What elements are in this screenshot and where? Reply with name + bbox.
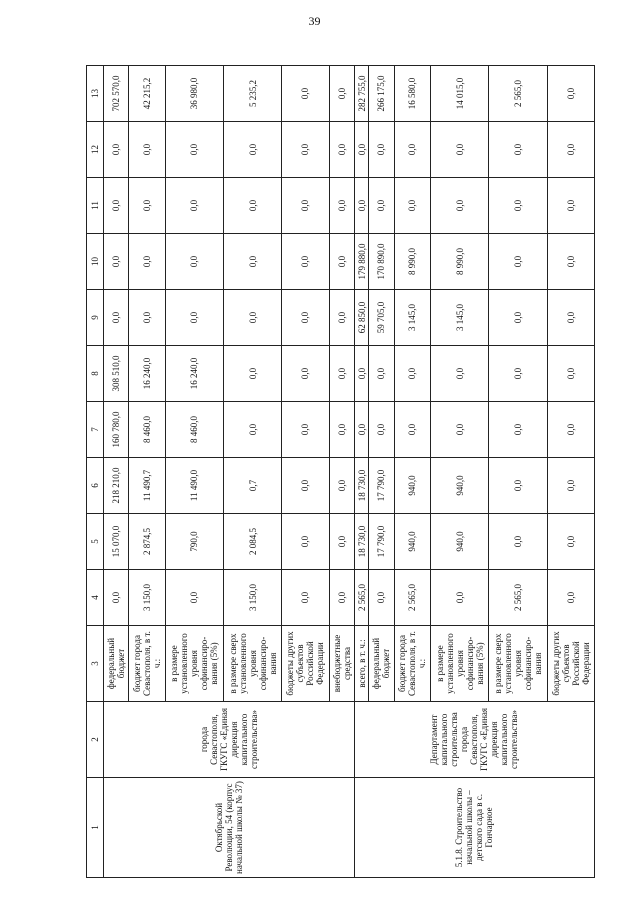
value-cell: 0,0	[547, 122, 594, 178]
value-cell: 18 730,0	[354, 458, 368, 514]
value-cell: 42 215,2	[129, 66, 165, 122]
value-cell: 0,0	[547, 514, 594, 570]
value-cell: 0,0	[369, 178, 394, 234]
value-cell: 0,0	[394, 402, 430, 458]
value-cell: 0,0	[489, 178, 547, 234]
column-number-header: 9	[87, 290, 104, 346]
value-cell: 308 510,0	[104, 346, 129, 402]
value-cell: 8 990,0	[394, 234, 430, 290]
funding-source-cell: в размере установленного уровня софинансиро-вания (5%)	[430, 626, 488, 702]
value-cell: 0,0	[547, 178, 594, 234]
value-cell: 0,0	[354, 402, 368, 458]
table-row	[354, 66, 368, 878]
value-cell: 0,0	[165, 178, 223, 234]
column-number-header: 8	[87, 346, 104, 402]
column-number-header: 5	[87, 514, 104, 570]
value-cell: 16 580,0	[394, 66, 430, 122]
header-row	[87, 66, 104, 878]
value-cell: 0,0	[104, 570, 129, 626]
responsible-cell: Департамент капитального строительства города Севастополя, ГКУГС «Единая дирекция капитального строительства»	[354, 702, 594, 778]
column-number-header: 7	[87, 402, 104, 458]
value-cell: 16 240,0	[129, 346, 165, 402]
value-cell: 8 460,0	[129, 402, 165, 458]
value-cell: 0,0	[489, 234, 547, 290]
value-cell: 0,0	[129, 178, 165, 234]
value-cell: 0,0	[104, 178, 129, 234]
value-cell: 0,0	[329, 122, 354, 178]
value-cell: 0,0	[104, 234, 129, 290]
value-cell: 8 460,0	[165, 402, 223, 458]
value-cell: 14 015,0	[430, 66, 488, 122]
column-number-header: 11	[87, 178, 104, 234]
value-cell: 0,0	[329, 290, 354, 346]
value-cell: 0,0	[394, 178, 430, 234]
value-cell: 0,0	[489, 122, 547, 178]
value-cell: 0,0	[129, 122, 165, 178]
value-cell: 0,0	[547, 346, 594, 402]
value-cell: 0,0	[369, 122, 394, 178]
value-cell: 940,0	[394, 514, 430, 570]
value-cell: 0,0	[165, 290, 223, 346]
responsible-cell: города Севастополя, ГКУГС «Единая дирекция капитального строительства»	[104, 702, 355, 778]
funding-source-cell: всего, в т. ч.:	[354, 626, 368, 702]
value-cell: 2 874,5	[129, 514, 165, 570]
value-cell: 0,0	[129, 234, 165, 290]
value-cell: 0,0	[394, 122, 430, 178]
budget-table	[86, 65, 595, 878]
value-cell: 0,0	[104, 122, 129, 178]
value-cell: 0,0	[329, 346, 354, 402]
value-cell: 266 175,0	[369, 66, 394, 122]
value-cell: 940,0	[394, 458, 430, 514]
value-cell: 18 730,0	[354, 514, 368, 570]
value-cell: 15 070,0	[104, 514, 129, 570]
value-cell: 8 990,0	[430, 234, 488, 290]
value-cell: 0,0	[547, 402, 594, 458]
value-cell: 0,0	[547, 290, 594, 346]
funding-source-cell: в размере сверх установленного уровня софинансиро-вания	[223, 626, 281, 702]
value-cell: 2 565,0	[394, 570, 430, 626]
column-number-header: 13	[87, 66, 104, 122]
value-cell: 0,0	[354, 346, 368, 402]
value-cell: 16 240,0	[165, 346, 223, 402]
value-cell: 0,0	[369, 570, 394, 626]
value-cell: 0,7	[223, 458, 281, 514]
column-number-header: 12	[87, 122, 104, 178]
value-cell: 702 570,0	[104, 66, 129, 122]
value-cell: 0,0	[430, 570, 488, 626]
value-cell: 36 980,0	[165, 66, 223, 122]
value-cell: 0,0	[329, 458, 354, 514]
value-cell: 0,0	[547, 234, 594, 290]
funding-source-cell: бюджет города Севастополя, в т. ч.:	[129, 626, 165, 702]
value-cell: 0,0	[282, 458, 329, 514]
value-cell: 11 490,0	[165, 458, 223, 514]
value-cell: 0,0	[329, 570, 354, 626]
object-name-cell: 5.1.8. Строительство начальной школы – детского сада в с. Гончарное	[354, 778, 594, 878]
value-cell: 0,0	[489, 290, 547, 346]
value-cell: 2 565,0	[489, 66, 547, 122]
value-cell: 0,0	[165, 122, 223, 178]
value-cell: 0,0	[430, 178, 488, 234]
value-cell: 11 490,7	[129, 458, 165, 514]
table-body	[104, 66, 595, 878]
value-cell: 0,0	[430, 346, 488, 402]
value-cell: 0,0	[282, 514, 329, 570]
value-cell: 2 565,0	[489, 570, 547, 626]
value-cell: 0,0	[329, 178, 354, 234]
value-cell: 0,0	[547, 458, 594, 514]
page-number: 39	[308, 14, 321, 28]
value-cell: 0,0	[329, 514, 354, 570]
value-cell: 0,0	[282, 178, 329, 234]
value-cell: 0,0	[223, 178, 281, 234]
value-cell: 0,0	[282, 570, 329, 626]
value-cell: 0,0	[282, 122, 329, 178]
value-cell: 0,0	[369, 402, 394, 458]
value-cell: 218 210,0	[104, 458, 129, 514]
value-cell: 0,0	[282, 346, 329, 402]
value-cell: 0,0	[223, 234, 281, 290]
value-cell: 160 780,0	[104, 402, 129, 458]
column-number-header: 4	[87, 570, 104, 626]
value-cell: 0,0	[430, 122, 488, 178]
value-cell: 3 150,0	[223, 570, 281, 626]
column-number-header: 2	[87, 702, 104, 778]
funding-source-cell: бюджеты других субъектов Российской Федерации	[547, 626, 594, 702]
value-cell: 0,0	[223, 122, 281, 178]
value-cell: 3 145,0	[430, 290, 488, 346]
value-cell: 0,0	[129, 290, 165, 346]
value-cell: 0,0	[329, 402, 354, 458]
value-cell: 0,0	[489, 402, 547, 458]
value-cell: 0,0	[489, 346, 547, 402]
value-cell: 790,0	[165, 514, 223, 570]
funding-source-cell: федеральный бюджет	[104, 626, 129, 702]
value-cell: 2 565,0	[354, 570, 368, 626]
value-cell: 62 850,0	[354, 290, 368, 346]
funding-source-cell: федеральный бюджет	[369, 626, 394, 702]
value-cell: 0,0	[547, 570, 594, 626]
object-name-cell: Октябрьской Революции, 54 (корпус начальной школы № 37)	[104, 778, 355, 878]
value-cell: 0,0	[282, 290, 329, 346]
value-cell: 0,0	[104, 290, 129, 346]
value-cell: 940,0	[430, 458, 488, 514]
column-number-header: 3	[87, 626, 104, 702]
value-cell: 3 145,0	[394, 290, 430, 346]
column-number-header: 1	[87, 778, 104, 878]
value-cell: 0,0	[354, 178, 368, 234]
table-row	[104, 66, 129, 878]
funding-source-cell: в размере установленного уровня софинансиро-вания (5%)	[165, 626, 223, 702]
value-cell: 0,0	[165, 234, 223, 290]
value-cell: 282 755,0	[354, 66, 368, 122]
value-cell: 0,0	[165, 570, 223, 626]
value-cell: 940,0	[430, 514, 488, 570]
value-cell: 0,0	[282, 66, 329, 122]
value-cell: 170 890,0	[369, 234, 394, 290]
value-cell: 0,0	[282, 402, 329, 458]
value-cell: 0,0	[354, 122, 368, 178]
value-cell: 0,0	[547, 66, 594, 122]
value-cell: 0,0	[369, 346, 394, 402]
value-cell: 0,0	[223, 346, 281, 402]
column-number-header: 6	[87, 458, 104, 514]
rotated-table-container	[86, 66, 595, 878]
value-cell: 0,0	[489, 514, 547, 570]
value-cell: 5 235,2	[223, 66, 281, 122]
value-cell: 3 150,0	[129, 570, 165, 626]
value-cell: 17 790,0	[369, 458, 394, 514]
value-cell: 0,0	[282, 234, 329, 290]
funding-source-cell: в размере сверх установленного уровня софинансиро-вания	[489, 626, 547, 702]
funding-source-cell: бюджеты других субъектов Российской Федерации	[282, 626, 329, 702]
column-number-header: 10	[87, 234, 104, 290]
value-cell: 0,0	[394, 346, 430, 402]
value-cell: 0,0	[329, 234, 354, 290]
value-cell: 59 705,0	[369, 290, 394, 346]
funding-source-cell: бюджет города Севастополя, в т. ч.:	[394, 626, 430, 702]
value-cell: 17 790,0	[369, 514, 394, 570]
value-cell: 0,0	[329, 66, 354, 122]
value-cell: 179 880,0	[354, 234, 368, 290]
value-cell: 2 084,5	[223, 514, 281, 570]
value-cell: 0,0	[223, 290, 281, 346]
value-cell: 0,0	[223, 402, 281, 458]
value-cell: 0,0	[489, 458, 547, 514]
value-cell: 0,0	[430, 402, 488, 458]
funding-source-cell: внебюджетные средства	[329, 626, 354, 702]
